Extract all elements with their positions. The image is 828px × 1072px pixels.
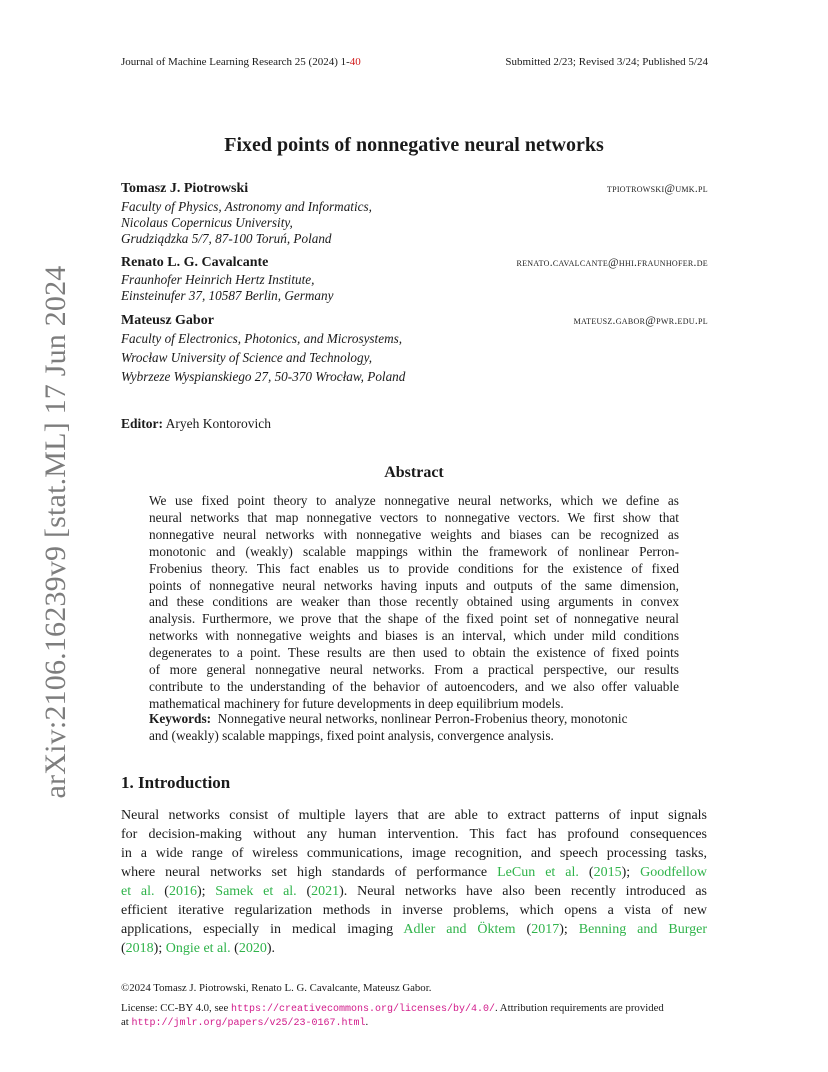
author-affiliation: Faculty of Physics, Astronomy and Informatics, — [121, 199, 372, 214]
citation-year-link[interactable]: 2020 — [238, 941, 267, 956]
editor-label: Editor: — [121, 416, 163, 431]
intro-line: efficient iterative regularization methods in inverse problems, which opens a vista of new — [121, 903, 707, 918]
author-affiliation: Grudziądzka 5/7, 87-100 Toruń, Poland — [121, 231, 332, 246]
abstract-line: and these conditions are weaker than those recently obtained using arguments in convex — [149, 594, 679, 610]
citation-year-link[interactable]: 2017 — [531, 922, 560, 937]
author-email[interactable]: renato.cavalcante@hhi.fraunhofer.de — [516, 257, 708, 269]
intro-line: Neural networks consist of multiple layers that are able to extract patterns of input signals — [121, 808, 707, 823]
author-email[interactable]: mateusz.gabor@pwr.edu.pl — [573, 315, 708, 327]
keywords-line — [149, 711, 679, 727]
intro-line — [121, 921, 707, 939]
abstract-line: monotonic and (weakly) scalable mappings within the framework of nonlinear Perron- — [149, 543, 679, 559]
citation-link[interactable]: Samek et al. — [215, 884, 297, 899]
intro-text: ( — [296, 884, 312, 899]
author-email[interactable]: tpiotrowski@umk.pl — [606, 183, 708, 195]
license-text: . Attribution requirements are provided — [495, 1002, 664, 1014]
license-text: License: CC-BY 4.0, see — [121, 1002, 231, 1014]
author-affiliation: Wybrzeze Wyspianskiego 27, 50-370 Wrocław, Poland — [121, 369, 406, 384]
intro-text: ( — [121, 941, 126, 956]
journal-name: Journal of Machine Learning Research 25 (2024) 1- — [121, 56, 350, 68]
intro-text: ( — [154, 884, 169, 899]
last-page-link[interactable]: 40 — [349, 56, 361, 68]
citation-link[interactable]: et al. — [121, 884, 155, 899]
intro-line: in a wide range of wireless communications, image recognition, and speech processing tasks, — [121, 846, 707, 861]
keywords-text: Nonnegative neural networks, nonlinear Perron-Frobenius theory, monotonic — [217, 711, 628, 726]
citation-link[interactable]: LeCun et al. — [497, 865, 579, 880]
author-affiliation: Nicolaus Copernicus University, — [121, 215, 293, 230]
intro-text: ( — [578, 865, 594, 880]
journal-header — [121, 56, 361, 68]
arxiv-stamp: arXiv:2106.16239v9 [stat.ML] 17 Jun 2024 — [39, 265, 72, 799]
abstract-line: of more general nonnegative neural networks. From a practical perspective, our results — [149, 662, 679, 677]
citation-year-link[interactable]: 2021 — [311, 884, 340, 899]
abstract-line: mathematical machinery for future developments in deep equilibrium models. — [149, 695, 564, 711]
author-affiliation: Fraunhofer Heinrich Hertz Institute, — [121, 272, 315, 287]
author-name: Mateusz Gabor — [121, 313, 214, 328]
intro-line — [121, 883, 707, 901]
abstract-line: analysis. Furthermore, we prove that the shape of the fixed point set of nonnegative neural — [149, 611, 679, 627]
editor-line — [121, 416, 271, 432]
abstract-line: Frobenius theory. This fact enables us to provide conditions for the existence of fixed — [149, 560, 679, 576]
abstract-line: nonnegative neural networks with nonnegative weights and biases can be recognized as — [149, 526, 679, 542]
paper-url-link[interactable]: http://jmlr.org/papers/v25/23-0167.html — [131, 1018, 366, 1029]
intro-text: ). — [266, 941, 275, 956]
citation-link[interactable]: Adler and Öktem — [403, 922, 516, 937]
abstract-heading: Abstract — [384, 464, 444, 481]
citation-year-link[interactable]: 2018 — [125, 941, 154, 956]
license-line — [121, 1002, 664, 1015]
intro-text: where neural networks set high standards of performance — [121, 865, 498, 880]
intro-text: ( — [515, 922, 532, 937]
intro-text: applications, especially in medical imaging — [121, 922, 404, 937]
license-line — [121, 1016, 368, 1029]
citation-year-link[interactable]: 2016 — [168, 884, 197, 899]
abstract-line: degenerates to a point. These results are then used to obtain the existence of fixed points — [149, 645, 679, 661]
keywords-label: Keywords: — [149, 711, 212, 726]
author-affiliation: Einsteinufer 37, 10587 Berlin, Germany — [121, 288, 334, 303]
copyright-notice: ©2024 Tomasz J. Piotrowski, Renato L. G. Cavalcante, Mateusz Gabor. — [121, 982, 432, 994]
intro-text: ); — [196, 884, 216, 899]
intro-text: ); — [153, 941, 166, 956]
author-affiliation: Faculty of Electronics, Photonics, and Microsystems, — [121, 331, 403, 346]
abstract-line: points of nonnegative neural networks having inputs and outputs of the same dimension, — [149, 577, 679, 593]
intro-text: ( — [230, 941, 239, 956]
abstract-line: contribute to the understanding of the behavior of autoencoders, and we also offer valuable — [149, 678, 679, 694]
abstract-line: neural networks that map nonnegative vectors to nonnegative vectors. We first show that — [149, 509, 679, 525]
intro-line: for decision-making without any human intervention. This fact has profound consequences — [121, 827, 707, 842]
citation-year-link[interactable]: 2015 — [593, 865, 622, 880]
author-name: Tomasz J. Piotrowski — [121, 181, 249, 196]
intro-text: ); — [621, 865, 641, 880]
citation-link[interactable]: Benning and Burger — [578, 922, 707, 937]
intro-text: ); — [559, 922, 579, 937]
abstract-line: We use fixed point theory to analyze nonnegative neural networks, which we define as — [149, 493, 679, 508]
citation-link[interactable]: Ongie et al. — [165, 941, 231, 956]
editor-name: Aryeh Kontorovich — [165, 416, 271, 431]
license-text: . — [365, 1016, 369, 1028]
citation-link[interactable]: Goodfellow — [640, 865, 708, 880]
intro-line — [121, 864, 707, 882]
section-heading: 1. Introduction — [121, 773, 231, 792]
intro-text: ). Neural networks have also been recently introduced as — [339, 884, 707, 899]
author-name: Renato L. G. Cavalcante — [121, 255, 269, 270]
paper-title: Fixed points of nonnegative neural networks — [224, 134, 604, 156]
license-text: at — [121, 1016, 132, 1028]
abstract-line: networks with nonnegative weights and biases is an interval, which under mild conditions — [149, 628, 679, 644]
author-affiliation: Wrocław University of Science and Technology, — [121, 350, 373, 365]
intro-line — [121, 940, 707, 958]
license-url-link[interactable]: https://creativecommons.org/licenses/by/4.0/ — [230, 1004, 495, 1015]
keywords-line: and (weakly) scalable mappings, fixed point analysis, convergence analysis. — [149, 728, 554, 743]
submission-dates: Submitted 2/23; Revised 3/24; Published 5/24 — [505, 56, 708, 68]
